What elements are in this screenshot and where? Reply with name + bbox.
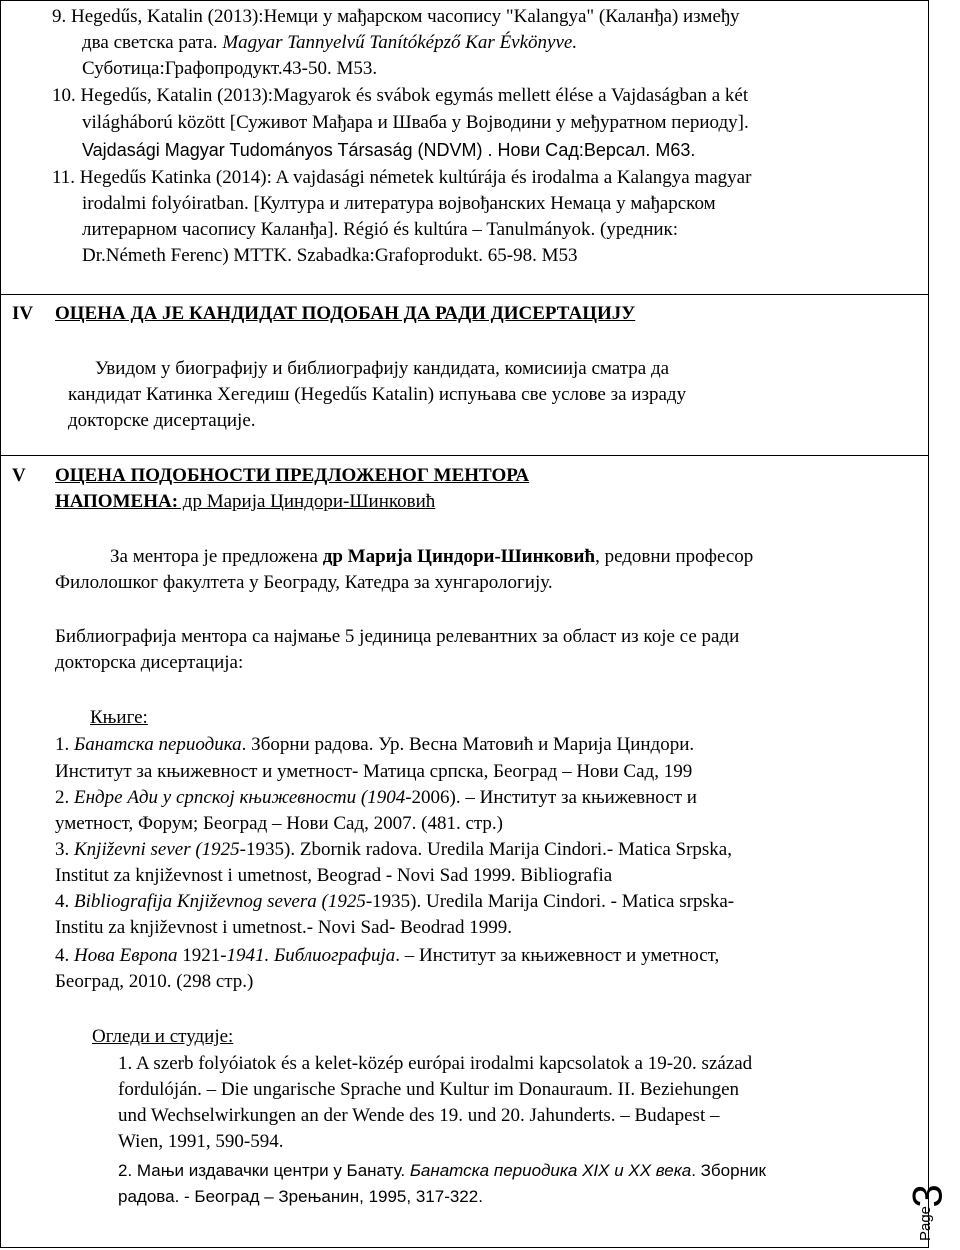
books-heading: Књиге: — [90, 707, 148, 728]
reference-9-line: два светска рата. Magyar Tannyelvű Tanítóképző Kar Évkönyve. — [82, 32, 578, 53]
book-entry: Београд, 2010. (298 стр.) — [55, 971, 254, 992]
reference-11-line: 11. Hegedűs Katinka (2014): A vajdasági németek kultúrája és irodalma a Kalangya magyar — [52, 167, 752, 188]
mentor-paragraph: За ментора је предложена др Марија Циндори-Шинковић, редовни професор — [110, 546, 754, 567]
reference-11-line: irodalmi folyóiratban. [Култура и литература војвођанских Немаца у мађарском — [82, 193, 716, 214]
book-entry: Institu za književnost i umetnost.- Novi Sad- Beodrad 1999. — [55, 917, 512, 938]
page-label: Page — [917, 1205, 935, 1242]
page-number: 3 — [903, 1184, 951, 1208]
book-entry: Institut za književnost i umetnost, Beograd - Novi Sad 1999. Bibliografia — [55, 865, 613, 886]
book-entry: 2. Ендре Ади у српској књижевности (1904-2006). – Институт за књижевност и — [55, 787, 697, 808]
study-entry: fordulóján. – Die ungarische Sprache und Kultur im Donauraum. II. Beziehungen — [118, 1079, 740, 1100]
section-4-title: ОЦЕНА ДА ЈЕ КАНДИДАТ ПОДОБАН ДА РАДИ ДИСЕРТАЦИЈУ — [55, 303, 636, 324]
study-entry: Wien, 1991, 590-594. — [118, 1131, 284, 1152]
mentor-paragraph: Филолошког факултета у Београду, Катедра за хунгарологију. — [55, 572, 553, 593]
book-entry: 1. Банатска периодика. Зборни радова. Ур. Весна Матовић и Марија Циндори. — [55, 734, 695, 755]
book-entry: 3. Književni sever (1925-1935). Zbornik radova. Uredila Marija Cindori.- Matica Srpska, — [55, 839, 732, 860]
study-entry: 1. A szerb folyóiatok és a kelet-közép európai irodalmi kapcsolatok a 19-20. század — [118, 1053, 753, 1074]
section-4-paragraph: кандидат Катинка Хегедиш (Hegedűs Katalin) испуњава све услове за израду — [68, 384, 687, 405]
reference-11-line: литерарном часопису Каланђа]. Régió és kultúra – Tanulmányok. (уредник: — [82, 219, 679, 240]
section-4-numeral: IV — [12, 303, 34, 324]
study-entry: радова. - Београд – Зрењанин, 1995, 317-322. — [118, 1187, 483, 1206]
section-5-numeral: V — [12, 465, 26, 486]
divider — [0, 455, 929, 456]
studies-heading: Огледи и студије: — [92, 1026, 234, 1047]
reference-9-line: Суботица:Графопродукт.43-50. М53. — [82, 58, 378, 79]
study-entry: 2. Мањи издавачки центри у Банату. Банатска периодика XIX и XX века. Зборник — [118, 1161, 766, 1180]
book-entry: 4. Bibliografija Književnog severa (1925-1935). Uredila Marija Cindori. - Matica srpska- — [55, 891, 735, 912]
book-entry: уметност, Форум; Београд – Нови Сад, 2007. (481. стр.) — [55, 813, 504, 834]
reference-10-line: Vajdasági Magyar Tudományos Társaság (NDVM) . Нови Сад:Версал. М63. — [82, 140, 696, 160]
mentor-note: НАПОМЕНА: др Марија Циндори-Шинковић — [55, 491, 436, 512]
reference-11-line: Dr.Németh Ferenc) MTTK. Szabadka:Grafoprodukt. 65-98. M53 — [82, 245, 578, 266]
book-entry: Институт за књижевност и уметност- Матица српска, Београд – Нови Сад, 199 — [55, 761, 693, 782]
reference-9-line: 9. Hegedűs, Katalin (2013):Немци у мађарском часопису "Kalangya" (Каланђа) између — [52, 6, 740, 27]
book-entry: 4. Нова Европа 1921-1941. Библиографија. – Институт за књижевност и уметност, — [55, 945, 720, 966]
reference-10-line: világháború között [Суживот Мађара и Шваба у Војводини у међуратном периоду]. — [82, 112, 749, 133]
bibliography-intro: докторска дисертација: — [55, 652, 244, 673]
bibliography-intro: Библиографија ментора са најмање 5 јединица релевантних за област из које се ради — [55, 626, 740, 647]
reference-10-line: 10. Hegedűs, Katalin (2013):Magyarok és svábok egymás mellett élése a Vajdaságban a két — [52, 85, 749, 106]
page-indicator — [903, 1175, 958, 1245]
divider — [0, 294, 929, 295]
section-5-title: ОЦЕНА ПОДОБНОСТИ ПРЕДЛОЖЕНОГ МЕНТОРА — [55, 465, 530, 486]
section-4-paragraph: докторске дисертације. — [68, 410, 256, 431]
study-entry: und Wechselwirkungen an der Wende des 19. und 20. Jahunderts. – Budapest – — [118, 1105, 720, 1126]
section-4-paragraph: Увидом у биографију и библиографију кандидата, комисиија сматра да — [95, 358, 670, 379]
